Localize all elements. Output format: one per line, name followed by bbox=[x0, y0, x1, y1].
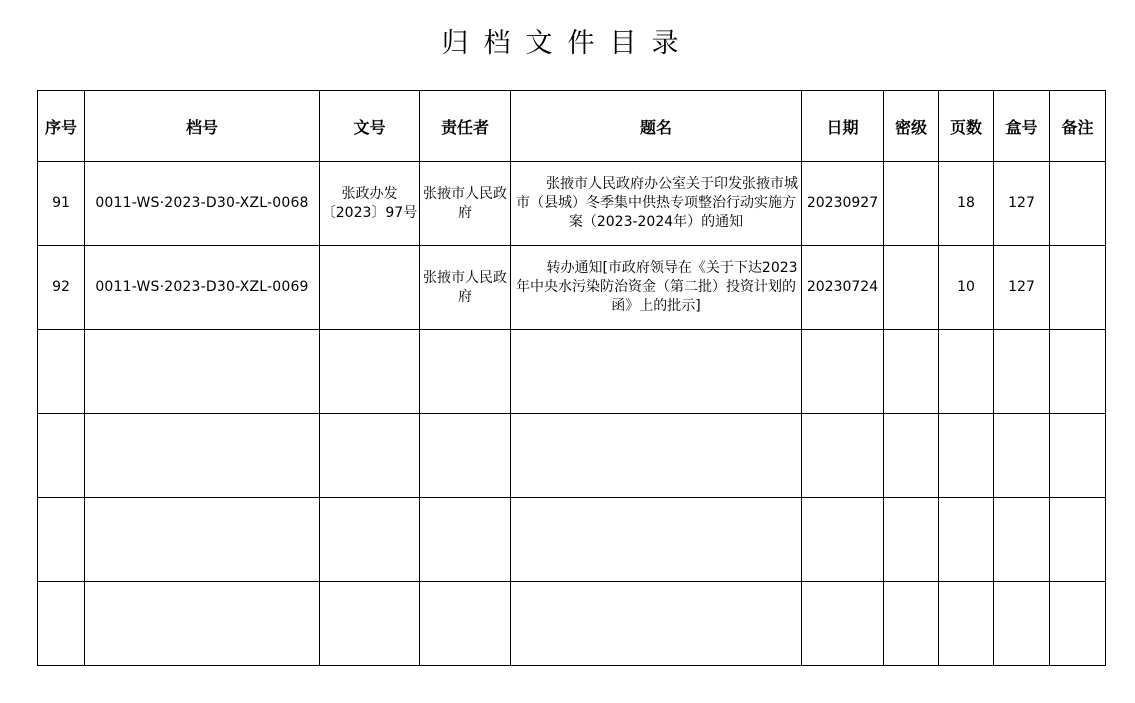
cell-title: 张掖市人民政府办公室关于印发张掖市城市（县城）冬季集中供热专项整治行动实施方案（2023-2024年）的通知 bbox=[511, 162, 802, 246]
empty-cell bbox=[994, 498, 1050, 582]
empty-cell bbox=[420, 330, 511, 414]
empty-cell bbox=[320, 582, 420, 666]
header-pages: 页数 bbox=[939, 91, 994, 162]
empty-cell bbox=[884, 330, 939, 414]
cell-secrecy bbox=[884, 246, 939, 330]
empty-cell bbox=[1050, 330, 1106, 414]
empty-cell bbox=[884, 414, 939, 498]
empty-cell bbox=[85, 330, 320, 414]
header-archive-no: 档号 bbox=[85, 91, 320, 162]
empty-cell bbox=[320, 414, 420, 498]
cell-archive-no: 0011-WS·2023-D30-XZL-0069 bbox=[85, 246, 320, 330]
empty-row bbox=[38, 414, 1106, 498]
empty-row bbox=[38, 498, 1106, 582]
cell-seq: 91 bbox=[38, 162, 85, 246]
table-row bbox=[38, 246, 1106, 330]
header-seq: 序号 bbox=[38, 91, 85, 162]
table-row bbox=[38, 162, 1106, 246]
empty-cell bbox=[511, 498, 802, 582]
cell-pages: 18 bbox=[939, 162, 994, 246]
empty-cell bbox=[38, 582, 85, 666]
header-responsible: 责任者 bbox=[420, 91, 511, 162]
cell-pages: 10 bbox=[939, 246, 994, 330]
cell-archive-no: 0011-WS·2023-D30-XZL-0068 bbox=[85, 162, 320, 246]
cell-secrecy bbox=[884, 162, 939, 246]
empty-cell bbox=[994, 330, 1050, 414]
cell-title: 转办通知[市政府领导在《关于下达2023年中央水污染防治资金（第二批）投资计划的函》上的批示] bbox=[511, 246, 802, 330]
cell-responsible: 张掖市人民政府 bbox=[420, 246, 511, 330]
cell-seq: 92 bbox=[38, 246, 85, 330]
archive-catalog-table bbox=[37, 90, 1106, 666]
header-date: 日期 bbox=[802, 91, 884, 162]
empty-cell bbox=[38, 498, 85, 582]
header-box: 盒号 bbox=[994, 91, 1050, 162]
empty-cell bbox=[420, 414, 511, 498]
header-secrecy: 密级 bbox=[884, 91, 939, 162]
cell-responsible: 张掖市人民政府 bbox=[420, 162, 511, 246]
empty-cell bbox=[994, 582, 1050, 666]
empty-cell bbox=[802, 330, 884, 414]
cell-box: 127 bbox=[994, 162, 1050, 246]
header-title: 题名 bbox=[511, 91, 802, 162]
empty-cell bbox=[884, 582, 939, 666]
cell-date: 20230927 bbox=[802, 162, 884, 246]
empty-cell bbox=[85, 582, 320, 666]
cell-doc-no: 张政办发〔2023〕97号 bbox=[320, 162, 420, 246]
cell-remarks bbox=[1050, 162, 1106, 246]
empty-cell bbox=[1050, 582, 1106, 666]
page-title: 归档文件目录 bbox=[441, 28, 694, 59]
empty-cell bbox=[511, 330, 802, 414]
empty-row bbox=[38, 582, 1106, 666]
table-header-row bbox=[38, 91, 1106, 162]
empty-cell bbox=[884, 498, 939, 582]
cell-doc-no bbox=[320, 246, 420, 330]
empty-cell bbox=[1050, 414, 1106, 498]
empty-row bbox=[38, 330, 1106, 414]
empty-cell bbox=[85, 498, 320, 582]
empty-cell bbox=[802, 414, 884, 498]
empty-cell bbox=[939, 414, 994, 498]
empty-cell bbox=[939, 498, 994, 582]
empty-cell bbox=[939, 330, 994, 414]
empty-cell bbox=[85, 414, 320, 498]
empty-cell bbox=[511, 414, 802, 498]
empty-cell bbox=[939, 582, 994, 666]
empty-cell bbox=[420, 498, 511, 582]
empty-cell bbox=[802, 498, 884, 582]
empty-cell bbox=[511, 582, 802, 666]
header-doc-no: 文号 bbox=[320, 91, 420, 162]
empty-cell bbox=[802, 582, 884, 666]
cell-remarks bbox=[1050, 246, 1106, 330]
header-remarks: 备注 bbox=[1050, 91, 1106, 162]
empty-cell bbox=[320, 498, 420, 582]
empty-cell bbox=[994, 414, 1050, 498]
empty-cell bbox=[38, 330, 85, 414]
empty-cell bbox=[320, 330, 420, 414]
cell-date: 20230724 bbox=[802, 246, 884, 330]
empty-cell bbox=[420, 582, 511, 666]
cell-box: 127 bbox=[994, 246, 1050, 330]
empty-cell bbox=[38, 414, 85, 498]
empty-cell bbox=[1050, 498, 1106, 582]
